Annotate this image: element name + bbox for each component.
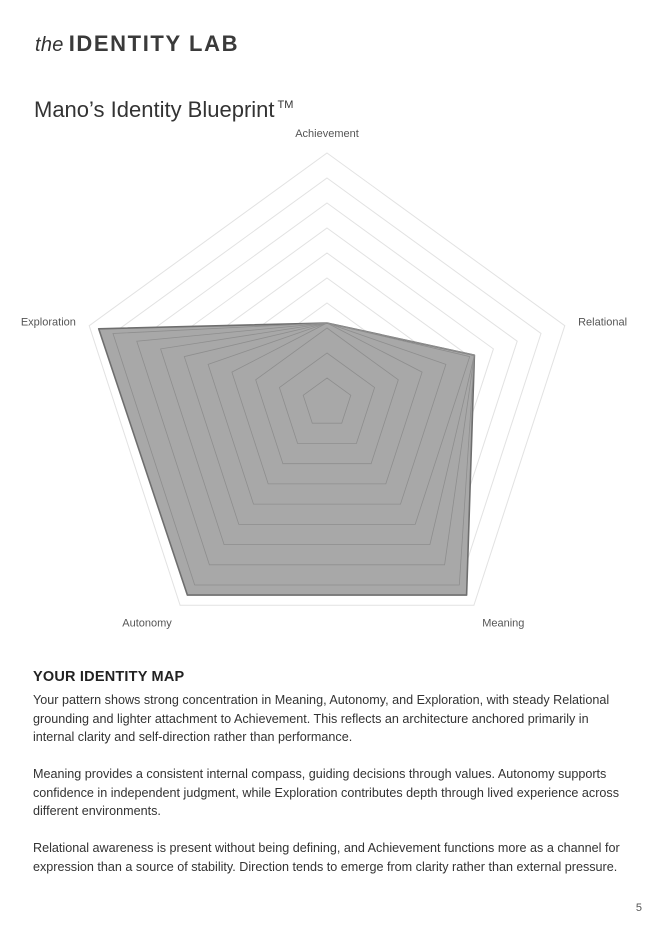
logo-prefix: the	[35, 34, 64, 56]
brand-logo	[35, 31, 239, 57]
radar-chart	[0, 120, 661, 640]
paragraph-2: Meaning provides a consistent internal compass, guiding decisions through values. Autonomy supports confidence in independent judgment, while Exploration contributes depth through lived experience across different environments.	[33, 767, 619, 818]
axis-label-relational: Relational	[578, 316, 628, 329]
axis-label-autonomy: Autonomy	[122, 617, 172, 630]
paragraph-3: Relational awareness is present without being defining, and Achievement functions more as a channel for expression than a source of stability. Direction tends to emerge from clarity rather than external pressure.	[33, 841, 620, 874]
axis-label-achievement: Achievement	[295, 128, 359, 140]
page-title	[34, 97, 293, 123]
radar-series	[99, 323, 475, 595]
page-number: 5	[635, 902, 642, 914]
section-heading: YOUR IDENTITY MAP	[33, 669, 185, 685]
axis-label-meaning: Meaning	[482, 617, 525, 630]
axis-label-exploration: Exploration	[20, 316, 76, 329]
logo-name: IDENTITY LAB	[68, 31, 240, 56]
page-title-text: Mano’s Identity Blueprint	[34, 96, 275, 122]
trademark-mark: TM	[277, 98, 294, 111]
paragraph-1: Your pattern shows strong concentration in Meaning, Autonomy, and Exploration, with steady Relational grounding and lighter attachment to Achievement. This reflects an architecture anchored primarily in internal clarity and self-direction rather than performance.	[33, 693, 610, 744]
series-area-1	[99, 323, 475, 595]
